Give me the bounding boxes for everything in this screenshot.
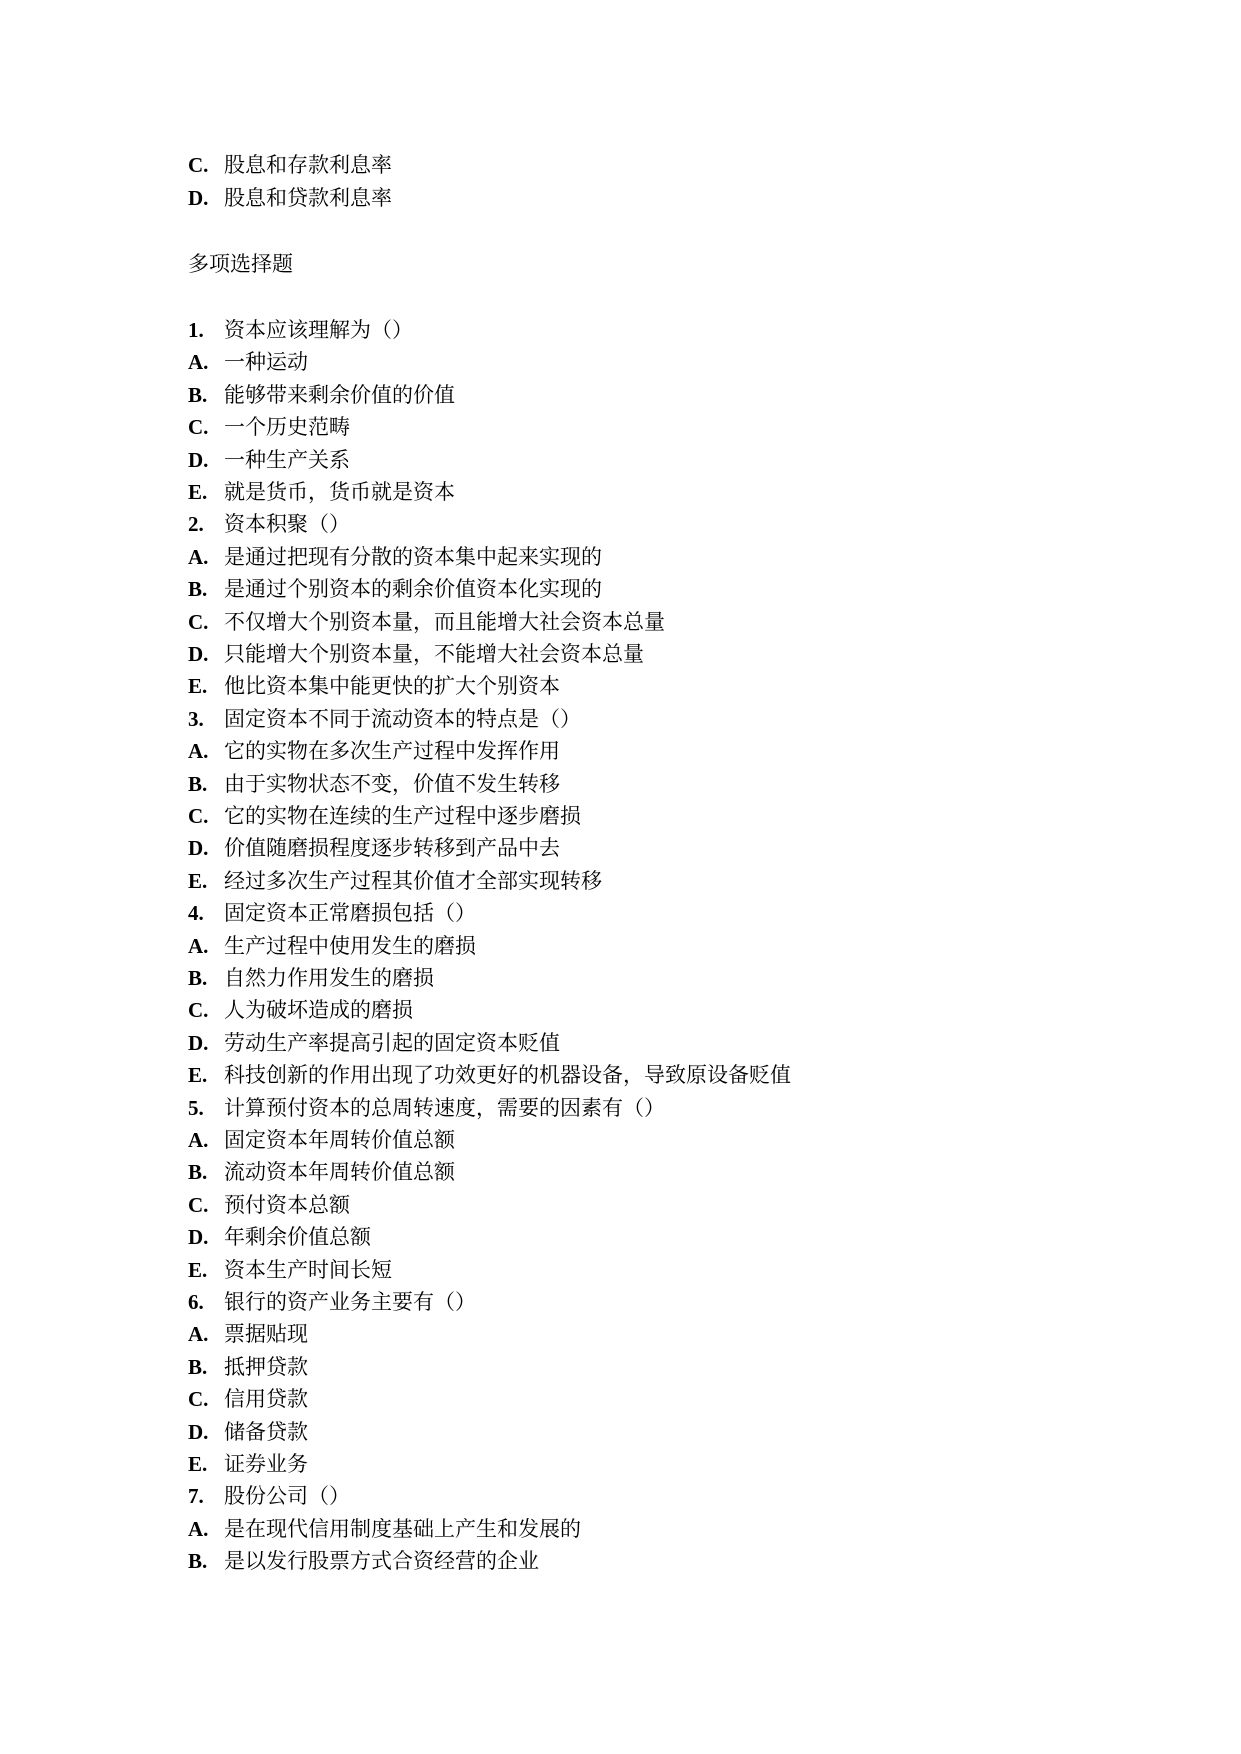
option-text: 一种生产关系 [224, 448, 350, 472]
option-text: 股息和存款利息率 [224, 153, 392, 177]
option-label: A. [188, 1128, 209, 1152]
option-label: C. [188, 1193, 209, 1217]
answer-option [188, 1156, 455, 1188]
answer-option [188, 930, 476, 962]
answer-option [188, 735, 560, 767]
option-label: E. [188, 1063, 208, 1087]
option-text: 科技创新的作用出现了功效更好的机器设备，导致原设备贬值 [224, 1063, 791, 1087]
question-number: 6. [188, 1290, 204, 1314]
option-label: D. [188, 642, 209, 666]
option-label: D. [188, 836, 209, 860]
option-text: 由于实物状态不变，价值不发生转移 [224, 772, 560, 796]
question-number: 5. [188, 1096, 204, 1120]
answer-option [188, 1221, 371, 1253]
option-text: 信用贷款 [224, 1387, 308, 1411]
question-number: 2. [188, 512, 204, 536]
question-text: 资本积聚（） [224, 512, 350, 536]
option-label: B. [188, 577, 208, 601]
answer-option [188, 670, 560, 702]
option-text: 它的实物在多次生产过程中发挥作用 [224, 739, 560, 763]
option-text: 只能增大个别资本量，不能增大社会资本总量 [224, 642, 644, 666]
answer-option [188, 1448, 308, 1480]
option-text: 能够带来剩余价值的价值 [224, 383, 455, 407]
option-label: B. [188, 966, 208, 990]
option-text: 储备贷款 [224, 1420, 308, 1444]
option-label: C. [188, 153, 209, 177]
answer-option [188, 1254, 392, 1286]
option-text: 票据贴现 [224, 1322, 308, 1346]
option-text: 他比资本集中能更快的扩大个别资本 [224, 674, 560, 698]
answer-option [188, 962, 434, 994]
option-label: A. [188, 1517, 209, 1541]
option-label: B. [188, 383, 208, 407]
answer-option [188, 1318, 308, 1350]
option-label: B. [188, 1160, 208, 1184]
answer-option [188, 768, 560, 800]
option-text: 资本生产时间长短 [224, 1258, 392, 1282]
option-text: 一个历史范畴 [224, 415, 350, 439]
question-stem [188, 1286, 476, 1318]
question-stem [188, 508, 350, 540]
option-text: 它的实物在连续的生产过程中逐步磨损 [224, 804, 581, 828]
option-label: E. [188, 480, 208, 504]
option-text: 人为破坏造成的磨损 [224, 998, 413, 1022]
option-label: E. [188, 1258, 208, 1282]
question-stem [188, 1480, 350, 1512]
answer-option [188, 346, 308, 378]
option-text: 价值随磨损程度逐步转移到产品中去 [224, 836, 560, 860]
answer-option [188, 573, 602, 605]
option-label: E. [188, 1452, 208, 1476]
option-text: 是以发行股票方式合资经营的企业 [224, 1549, 539, 1573]
option-label: B. [188, 1549, 208, 1573]
answer-option [188, 379, 455, 411]
answer-option [188, 1351, 308, 1383]
option-label: B. [188, 772, 208, 796]
option-text: 就是货币，货币就是资本 [224, 480, 455, 504]
option-label: C. [188, 610, 209, 634]
option-text: 是通过把现有分散的资本集中起来实现的 [224, 545, 602, 569]
option-text: 抵押贷款 [224, 1355, 308, 1379]
answer-option [188, 1059, 791, 1091]
answer-option [188, 1416, 308, 1448]
lead-option-d [188, 182, 392, 214]
question-number: 4. [188, 901, 204, 925]
option-text: 证券业务 [224, 1452, 308, 1476]
option-label: A. [188, 934, 209, 958]
option-text: 生产过程中使用发生的磨损 [224, 934, 476, 958]
answer-option [188, 1027, 560, 1059]
option-label: E. [188, 869, 208, 893]
option-text: 自然力作用发生的磨损 [224, 966, 434, 990]
answer-option [188, 1124, 455, 1156]
option-label: D. [188, 1225, 209, 1249]
answer-option [188, 832, 560, 864]
answer-option [188, 1383, 308, 1415]
answer-option [188, 476, 455, 508]
question-text: 股份公司（） [224, 1484, 350, 1508]
question-number: 7. [188, 1484, 204, 1508]
option-label: C. [188, 1387, 209, 1411]
option-label: B. [188, 1355, 208, 1379]
answer-option [188, 541, 602, 573]
question-stem [188, 897, 476, 929]
question-stem [188, 703, 581, 735]
option-text: 预付资本总额 [224, 1193, 350, 1217]
option-text: 一种运动 [224, 350, 308, 374]
option-label: A. [188, 350, 209, 374]
answer-option [188, 444, 350, 476]
option-label: A. [188, 545, 209, 569]
question-stem [188, 314, 413, 346]
answer-option [188, 606, 665, 638]
question-number: 3. [188, 707, 204, 731]
answer-option [188, 800, 581, 832]
option-text: 是通过个别资本的剩余价值资本化实现的 [224, 577, 602, 601]
question-text: 银行的资产业务主要有（） [224, 1290, 476, 1314]
option-label: D. [188, 186, 209, 210]
answer-option [188, 865, 602, 897]
answer-option [188, 1513, 581, 1545]
option-label: D. [188, 1420, 209, 1444]
option-text: 劳动生产率提高引起的固定资本贬值 [224, 1031, 560, 1055]
option-label: E. [188, 674, 208, 698]
option-label: A. [188, 739, 209, 763]
answer-option [188, 994, 413, 1026]
option-label: C. [188, 415, 209, 439]
option-label: D. [188, 1031, 209, 1055]
option-label: A. [188, 1322, 209, 1346]
option-label: D. [188, 448, 209, 472]
answer-option [188, 411, 350, 443]
option-text: 不仅增大个别资本量，而且能增大社会资本总量 [224, 610, 665, 634]
option-text: 固定资本年周转价值总额 [224, 1128, 455, 1152]
lead-option-c [188, 149, 392, 181]
question-text: 固定资本不同于流动资本的特点是（） [224, 707, 581, 731]
answer-option [188, 1189, 350, 1221]
option-text: 流动资本年周转价值总额 [224, 1160, 455, 1184]
question-text: 固定资本正常磨损包括（） [224, 901, 476, 925]
option-text: 股息和贷款利息率 [224, 186, 392, 210]
section-title: 多项选择题 [188, 252, 293, 276]
option-text: 年剩余价值总额 [224, 1225, 371, 1249]
answer-option [188, 638, 644, 670]
question-text: 资本应该理解为（） [224, 318, 413, 342]
answer-option [188, 1545, 539, 1577]
option-label: C. [188, 998, 209, 1022]
question-stem [188, 1092, 665, 1124]
question-text: 计算预付资本的总周转速度，需要的因素有（） [224, 1096, 665, 1120]
option-text: 经过多次生产过程其价值才全部实现转移 [224, 869, 602, 893]
question-number: 1. [188, 318, 204, 342]
option-text: 是在现代信用制度基础上产生和发展的 [224, 1517, 581, 1541]
option-label: C. [188, 804, 209, 828]
